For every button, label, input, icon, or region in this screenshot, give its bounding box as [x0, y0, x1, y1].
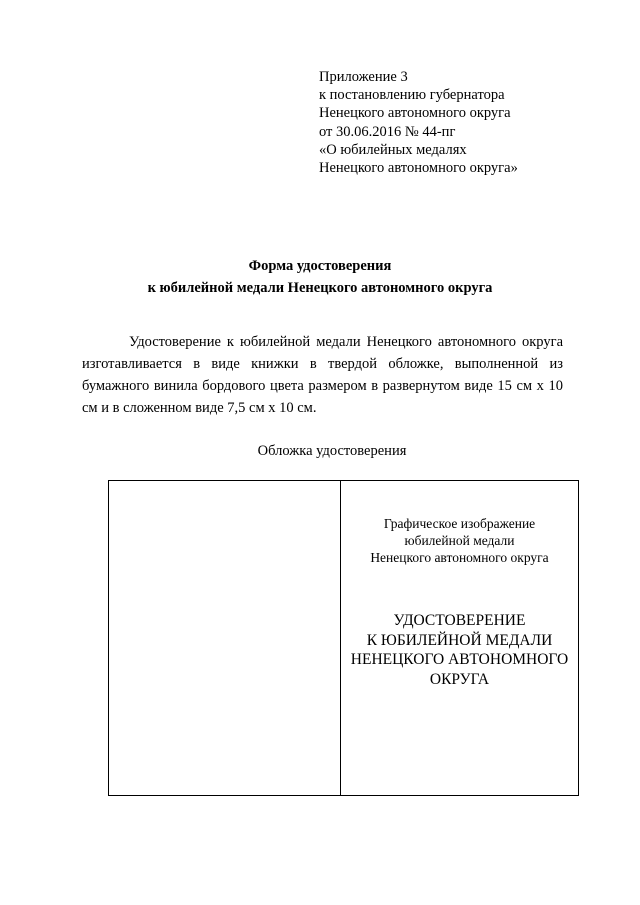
cover-layout-frame — [108, 480, 579, 796]
appendix-line: Ненецкого автономного округа» — [319, 160, 518, 177]
appendix-line: «О юбилейных медалях — [319, 141, 467, 158]
graphic-note-line-3: Ненецкого автономного округа — [370, 550, 549, 565]
cover-caption: Обложка удостоверения — [257, 443, 407, 459]
title-line-2: к юбилейной медали Ненецкого автономного округа — [147, 280, 493, 296]
certificate-title — [341, 611, 578, 689]
cover-back-panel — [109, 481, 341, 795]
certificate-title-line-3: НЕНЕЦКОГО АВТОНОМНОГО — [350, 651, 569, 668]
appendix-line: Ненецкого автономного округа — [319, 105, 511, 122]
certificate-title-line-1: УДОСТОВЕРЕНИЕ — [393, 612, 526, 629]
certificate-title-line-2: К ЮБИЛЕЙНОЙ МЕДАЛИ — [366, 631, 553, 649]
appendix-line: от 30.06.2016 № 44-пг — [319, 123, 456, 140]
graphic-note-line-2: юбилейной медали — [404, 533, 515, 548]
graphic-note-line-1: Графическое изображение — [383, 516, 536, 531]
title-line-1: Форма удостоверения — [248, 258, 392, 274]
description-paragraph: Удостоверение к юбилейной медали Ненецкого автономного округа изготавливается в виде книжки в твердой обложке, выполненной из бумажного винила бордового цвета размером в развернутом виде 15 см х 10 см и в сложенном виде 7,5 см х 10 см. — [82, 334, 563, 416]
document-title — [0, 255, 640, 299]
medal-graphic-placeholder — [341, 515, 578, 566]
cover-front-panel — [341, 481, 578, 795]
appendix-block — [319, 68, 518, 177]
appendix-line: к постановлению губернатора — [319, 87, 505, 104]
appendix-line: Приложение 3 — [319, 69, 408, 85]
certificate-title-line-4: ОКРУГА — [429, 670, 490, 688]
